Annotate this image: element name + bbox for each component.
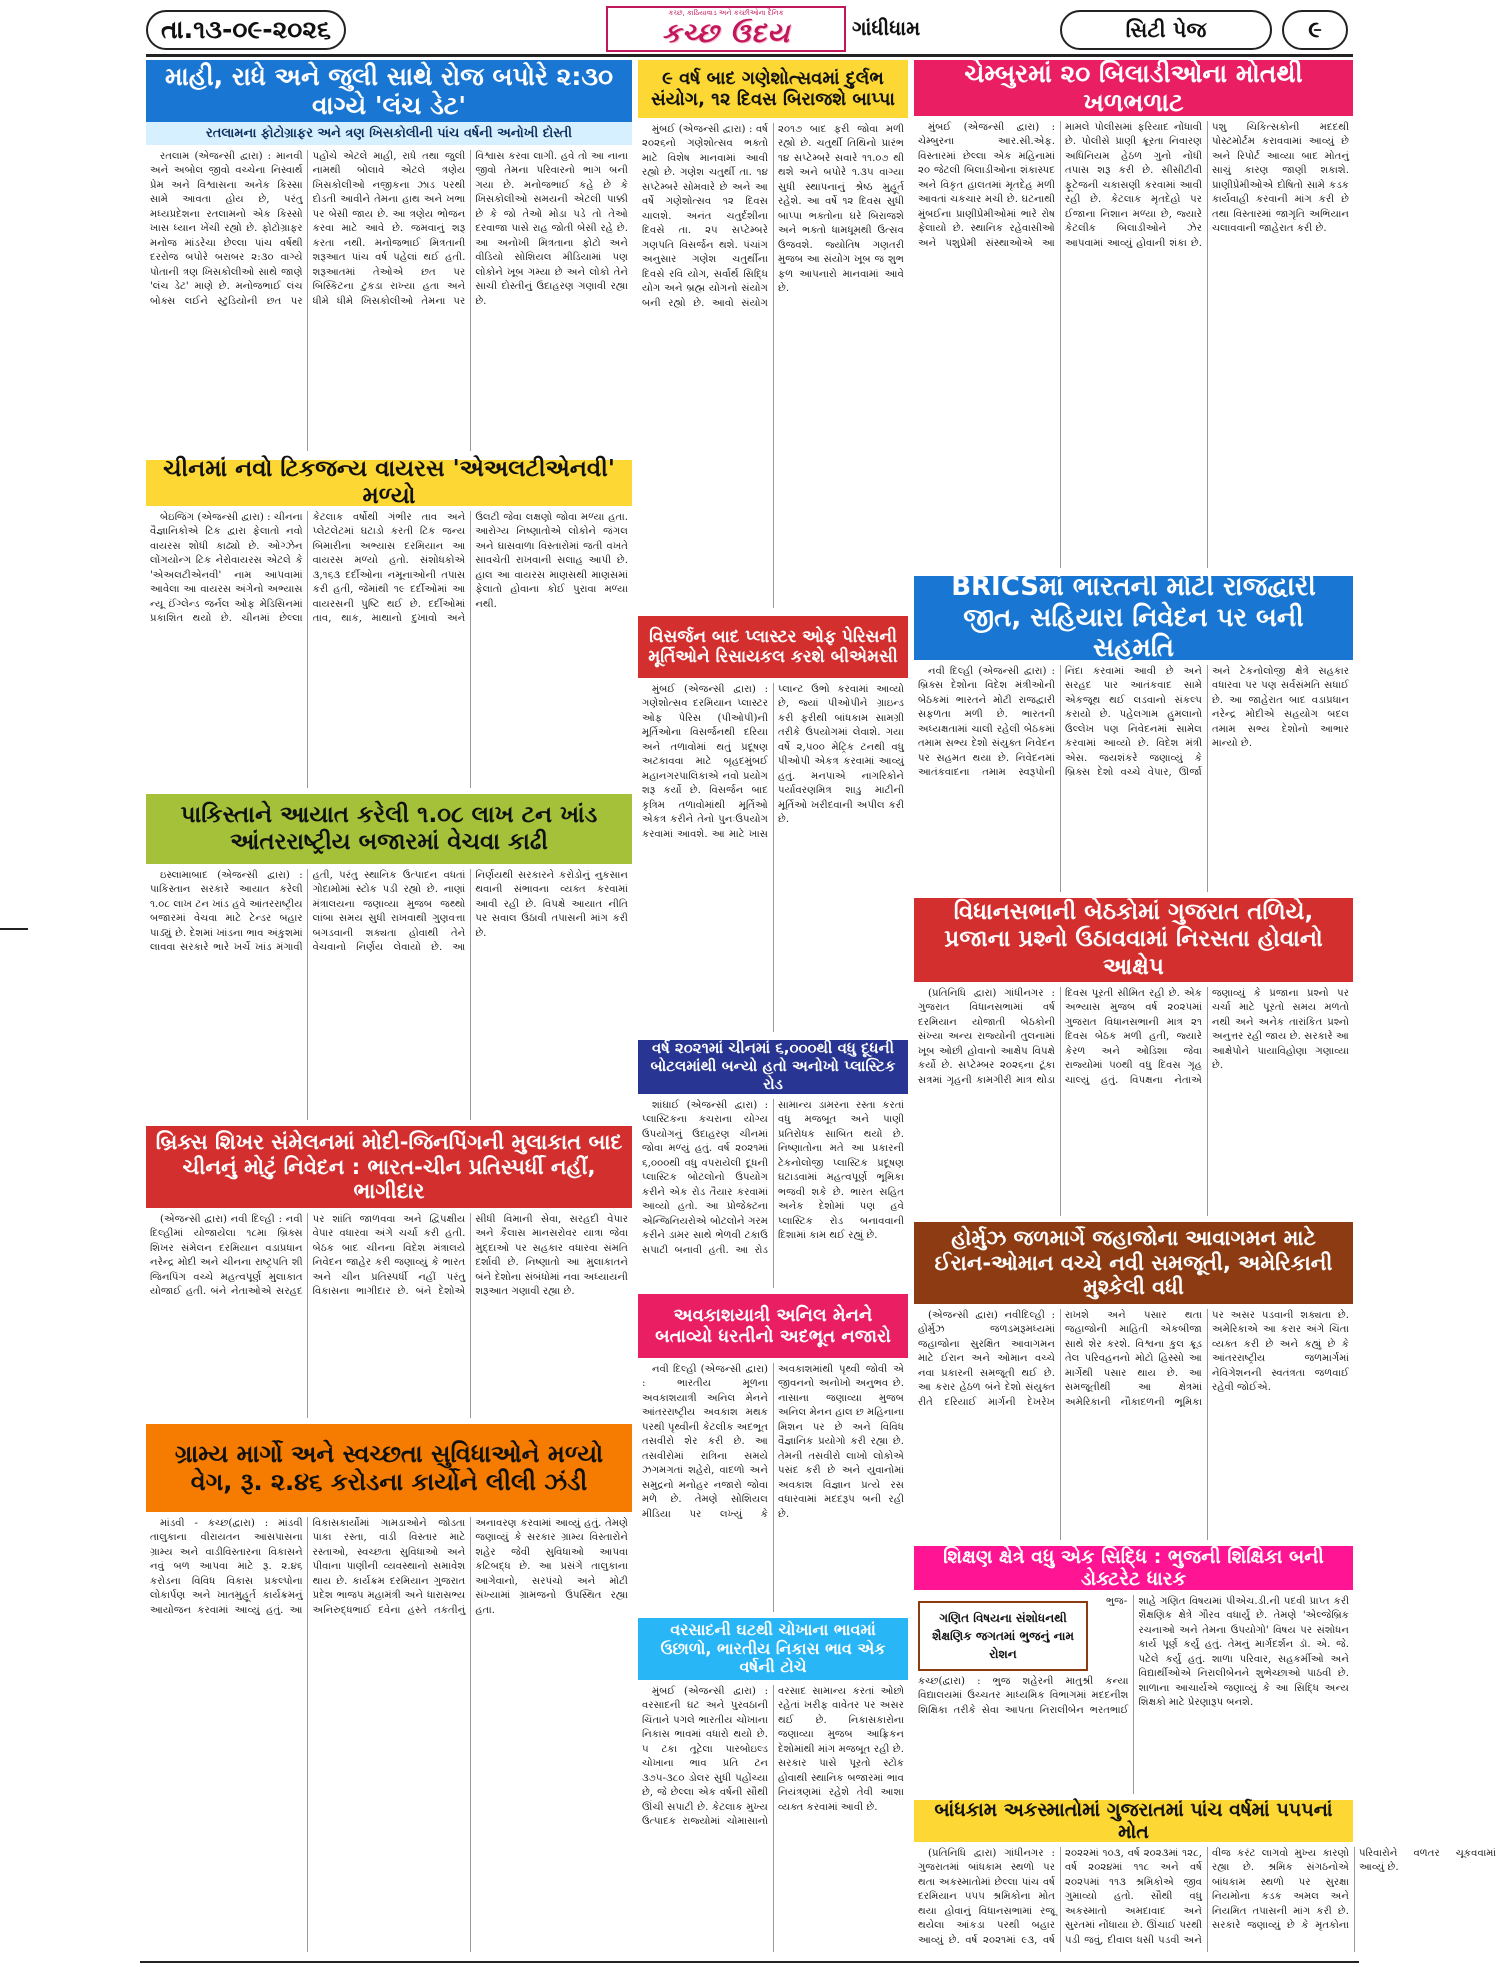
headline: ગ્રામ્ય માર્ગો અને સ્વચ્છતા સુવિધાઓને મળ્યો વેગ, રૂ. ૨.૪૬ કરોડના કાર્યોને લીલી ઝંડી [146,1424,632,1512]
body-text: નવી દિલ્હી (એજન્સી દ્વારા) : બ્રિક્સ દેશોના વિદેશ મંત્રીઓની બેઠકમાં ભારતને મોટી રાજદ્વારી સફળતા મળી છે. ભારતની અધ્યક્ષતામાં ચાલી રહેલી બેઠકમાં તમામ સભ્ય દેશો સંયુક્ત નિવેદન પર સહમત થયા છે. નિવેદનમાં આતંકવાદના તમામ સ્વરૂપોની નિંદા કરવામાં આવી છે અને સરહદ પાર આતંકવાદ સામે એકજૂથ થઈ લડવાનો સંકલ્પ કરાયો છે. પહેલગામ હુમલાનો ઉલ્લેખ પણ નિવેદનમાં સામેલ કરવામાં આવ્યો છે. વિદેશ મંત્રી એસ. જયશંકરે જણાવ્યું કે બ્રિક્સ દેશો વચ્ચે વેપાર, ઊર્જા અને ટેકનોલોજી ક્ષેત્રે સહકાર વધારવા પર પણ સર્વસંમતિ સધાઈ છે. આ જાહેરાત બાદ વડાપ્રધાન નરેન્દ્ર મોદીએ સહયોગ બદલ તમામ સભ્ય દેશોનો આભાર માન્યો છે. [918,666,1349,779]
headline: પાકિસ્તાને આયાત કરેલી ૧.૦૮ લાખ ટન ખાંડ આંતરરાષ્ટ્રીય બજારમાં વેચવા કાઢી [146,794,632,864]
headline: વિધાનસભાની બેઠકોમાં ગુજરાત તળિયે, પ્રજાના પ્રશ્નો ઉઠાવવામાં નિરસતા હોવાનો આક્ષેપ [914,898,1353,982]
logo-tagline: કચ્છ, કાઠિયાવાડ અને કચ્છીઓના દૈનિક [668,9,784,17]
body-text: ઇસ્લામાબાદ (એજન્સી દ્વારા) : પાકિસ્તાન સરકારે આયાત કરેલી ૧.૦૮ લાખ ટન ખાંડ હવે આંતરરાષ્ટ્રીય બજારમાં વેચવા માટે ટેન્ડર બહાર પાડ્યું છે. દેશમાં ખાંડના ભાવ અંકુશમાં લાવવા સરકારે ભારે ખર્ચે ખાંડ મંગાવી હતી, પરંતુ સ્થાનિક ઉત્પાદન વધતાં ગોદામોમાં સ્ટોક પડી રહ્યો છે. નાણાં મંત્રાલયના જણાવ્યા મુજબ જથ્થો લાંબા સમય સુધી રાખવાથી ગુણવત્તા બગડવાની શક્યતા હોવાથી તેને વેચવાનો નિર્ણય લેવાયો છે. આ નિર્ણયથી સરકારને કરોડોનું નુકસાન થવાની સંભાવના વ્યક્ત કરવામાં આવી રહી છે. વિપક્ષે આયાત નીતિ પર સવાલ ઉઠાવી તપાસની માંગ કરી છે. [150,870,628,954]
article-brics-summit [146,1126,632,1420]
body-text: મુંબઈ (એજન્સી દ્વારા) : વરસાદની ઘટ અને પુરવઠાની ચિંતાને પગલે ભારતીય ચોખાના નિકાસ ભાવમાં વધારો થયો છે. ૫ ટકા તૂટેલા પારબોઇલ્ડ ચોખાના ભાવ પ્રતિ ટન ૩૭૫-૩૮૦ ડોલર સુધી પહોંચ્યા છે, જે છેલ્લા એક વર્ષની સૌથી ઊંચી સપાટી છે. કેટલાક મુખ્ય ઉત્પાદક રાજ્યોમાં ચોમાસાનો વરસાદ સામાન્ય કરતાં ઓછો રહેતાં ખરીફ વાવેતર પર અસર થઈ છે. નિકાસકારોના જણાવ્યા મુજબ આફ્રિકન દેશોમાંથી માંગ મજબૂત રહી છે. સરકાર પાસે પૂરતો સ્ટોક હોવાથી સ્થાનિક બજારમાં ભાવ નિયંત્રણમાં રહેશે તેવી આશા વ્યક્ત કરવામાં આવી છે. [642,1686,904,1828]
article-body [914,116,1353,568]
headline: વરસાદની ઘટથી ચોખાના ભાવમાં ઉછાળો, ભારતીય નિકાસ ભાવ એક વર્ષની ટોચે [638,1618,908,1680]
body-text: મુંબઈ (એજન્સી દ્વારા) : ગણેશોત્સવ દરમિયાન પ્લાસ્ટર ઓફ પેરિસ (પીઓપી)ની મૂર્તિઓના વિસર્જનથી દરિયા અને તળાવોમાં થતું પ્રદૂષણ અટકાવવા માટે બૃહદમુંબઈ મહાનગરપાલિકાએ નવો પ્રયોગ શરૂ કર્યો છે. વિસર્જન બાદ કૃત્રિમ તળાવોમાંથી મૂર્તિઓ એકત્ર કરીને તેનો પુનઃઉપયોગ કરવામાં આવશે. આ માટે ખાસ પ્લાન્ટ ઉભો કરવામાં આવ્યો છે, જ્યાં પીઓપીને ગ્રાઇન્ડ કરી ફરીથી બાંધકામ સામગ્રી તરીકે ઉપયોગમાં લેવાશે. ગયા વર્ષે ૨,૫૦૦ મેટ્રિક ટનથી વધુ પીઓપી એકત્ર કરવામાં આવ્યું હતું. મનપાએ નાગરિકોને પર્યાવરણમિત્ર શાડુ માટીની મૂર્તિઓ ખરીદવાની અપીલ કરી છે. [642,684,904,840]
article-rice-price [638,1618,908,1954]
subhead: રતલામના ફોટોગ્રાફર અને ત્રણ ખિસકોલીની પાંચ વર્ષની અનોખી દોસ્તી [146,122,632,145]
article-body [638,678,908,1032]
body-text: ભુજ-કચ્છ(દ્વારા) : ભુજ શહેરની માતુશ્રી કન્યા વિદ્યાલયમાં ઉચ્ચતર માધ્યમિક વિભાગમાં મદદનીશ શિક્ષિકા તરીકે સેવા આપતા નિરાલીબેન ભરતભાઈ શાહે ગણિત વિષયમાં પીએચ.ડી.ની પદવી પ્રાપ્ત કરી શૈક્ષણિક ક્ષેત્રે ગૌરવ વધાર્યું છે. તેમણે 'એલ્જેબ્રિક રચનાઓ અને તેમના ઉપયોગો' વિષય પર સંશોધન કાર્ય પૂર્ણ કર્યું હતું. તેમનું માર્ગદર્શન ડૉ. એ. જે. પટેલે કર્યું હતું. શાળા પરિવાર, સહકર્મીઓ અને વિદ્યાર્થીઓએ નિરાલીબેનને શુભેચ્છાઓ પાઠવી છે. શાળાના આચાર્યએ જણાવ્યું કે આ સિદ્ધિ અન્ય શિક્ષકો માટે પ્રેરણારૂપ બનશે. [918,1596,1349,1716]
body-text: મુંબઈ (એજન્સી દ્વારા) : વર્ષ ૨૦૨૬નો ગણેશોત્સવ ભક્તો માટે વિશેષ માનવામાં આવી રહ્યો છે. ગણેશ ચતુર્થી તા. ૧૪ સપ્ટેમ્બરે સોમવારે છે અને આ વર્ષે ગણેશોત્સવ ૧૨ દિવસ ચાલશે. અનંત ચતુર્દશીના દિવસે તા. ૨૫ સપ્ટેમ્બરે ગણપતિ વિસર્જન થશે. પંચાંગ અનુસાર ગણેશ ચતુર્થીના દિવસે રવિ યોગ, સર્વાર્થ સિદ્ધિ યોગ અને બ્રહ્મ યોગનો સંયોગ બની રહ્યો છે. આવો સંયોગ ૨૦૧૭ બાદ ફરી જોવા મળી રહ્યો છે. ચતુર્થી તિથિનો પ્રારંભ ૧૪ સપ્ટેમ્બરે સવારે ૧૧.૦૭ થી થશે અને બપોરે ૧.૩૫ વાગ્યા સુધી સ્થાપનાનું શ્રેષ્ઠ મુહૂર્ત રહેશે. આ વર્ષે ૧૨ દિવસ સુધી બાપ્પા ભક્તોના ઘરે બિરાજશે અને ભક્તો ધામધૂમથી ઉત્સવ ઉજવશે. જ્યોતિષ ગણતરી મુજબ આ સંયોગ ખૂબ જ શુભ ફળ આપનારો માનવામાં આવે છે. [642,124,904,309]
article-pop-idols [638,616,908,1036]
article-body [638,1680,908,1952]
headline: BRICSમાં ભારતની મોટી રાજદ્વારી જીત, સહિયારા નિવેદન પર બની સહમતિ [914,576,1353,660]
headline: ચેમ્બુરમાં ૨૦ બિલાડીઓના મોતથી ખળભળાટ [914,60,1353,116]
page-label: સિટી પેજ [1060,10,1272,50]
article-chembur-cats [914,60,1353,572]
headline: વર્ષ ૨૦૨૧માં ચીનમાં ૬,૦૦૦થી વધુ દૂધની બોટલમાંથી બન્યો હતો અનોખો પ્લાસ્ટિક રોડ [638,1040,908,1094]
highlight-box: ગણિત વિષયના સંશોધનથી શૈક્ષણિક જગતમાં ભુજનું નામ રોશન [918,1601,1088,1671]
body-text: (એજન્સી દ્વારા) નવીદિલ્હી : હોર્મુઝ જળડમરૂમધ્યમાં જહાજોના સુરક્ષિત આવાગમન માટે ઈરાન અને ઓમાન વચ્ચે નવા પ્રકારની સમજૂતી થઈ છે. આ કરાર હેઠળ બંને દેશો સંયુક્ત રીતે દરિયાઈ માર્ગની દેખરેખ રાખશે અને પસાર થતા જહાજોની માહિતી એકબીજા સાથે શેર કરશે. વિશ્વના કુલ ક્રૂડ તેલ પરિવહનનો મોટો હિસ્સો આ માર્ગેથી પસાર થાય છે. આ સમજૂતીથી આ ક્ષેત્રમાં અમેરિકાની નૌકાદળની ભૂમિકા પર અસર પડવાની શક્યતા છે. અમેરિકાએ આ કરાર અંગે ચિંતા વ્યક્ત કરી છે અને કહ્યું છે કે આંતરરાષ્ટ્રીય જળમાર્ગમાં નેવિગેશનની સ્વતંત્રતા જળવાઈ રહેવી જોઈએ. [918,1310,1349,1408]
logo-brand-name: કચ્છ ઉદય [661,18,791,49]
article-hormuz [914,1222,1353,1542]
body-text: નવી દિલ્હી (એજન્સી દ્વારા) : ભારતીય મૂળના અવકાશયાત્રી અનિલ મેનને આંતરરાષ્ટ્રીય અવકાશ મથક પરથી પૃથ્વીની કેટલીક અદભૂત તસવીરો શેર કરી છે. આ તસવીરોમાં રાત્રિના સમયે ઝગમગતાં શહેરો, વાદળો અને સમુદ્રનો મનોહર નજારો જોવા મળે છે. તેમણે સોશિયલ મીડિયા પર લખ્યું કે અવકાશમાંથી પૃથ્વી જોવી એ જીવનનો અનોખો અનુભવ છે. નાસાના જણાવ્યા મુજબ અનિલ મેનન હાલ છ મહિનાના મિશન પર છે અને વિવિધ વૈજ્ઞાનિક પ્રયોગો કરી રહ્યા છે. તેમની તસવીરો લાખો લોકોએ પસંદ કરી છે અને યુવાનોમાં અવકાશ વિજ્ઞાન પ્રત્યે રસ વધારવામાં મદદરૂપ બની રહી છે. [642,1364,904,1520]
article-body [914,1842,1496,1952]
headline: હોર્મુઝ જળમાર્ગે જહાજોના આવાગમન માટે ઈરાન-ઓમાન વચ્ચે નવી સમજૂતી, અમેરિકાની મુશ્કેલી વધી [914,1222,1353,1304]
article-bhuj-teacher [914,1546,1353,1796]
article-china-virus [146,455,632,790]
article-body [914,982,1353,1216]
headline: વિસર્જન બાદ પ્લાસ્ટર ઓફ પેરિસની મૂર્તિઓને રિસાયકલ કરશે બીએમસી [638,616,908,678]
margin-mark [0,928,28,930]
body-text: રતલામ (એજન્સી દ્વારા) : માનવી અને અબોલ જીવો વચ્ચેના નિસ્વાર્થ પ્રેમ અને વિશ્વાસના અનેક કિસ્સા સામે આવતા હોય છે, પરંતુ મધ્યપ્રદેશના રતલામનો એક કિસ્સો ખાસ ધ્યાન ખેંચી રહ્યો છે. ફોટોગ્રાફર મનોજ માંડરેચા છેલ્લા પાંચ વર્ષથી દરરોજ બપોરે બરાબર ૨:૩૦ વાગ્યે પોતાની ત્રણ ખિસકોલીઓ સાથે જાણે 'લંચ ડેટ' માણે છે. મનોજભાઈ લંચ બોક્સ લઈને સ્ટુડિયોની છત પર પહોંચે એટલે માહી, રાધે તથા જુલી નામથી બોલાવે એટલે ત્રણેય ખિસકોલીઓ નજીકના ઝાડ પરથી દોડતી આવીને તેમના હાથ અને ખભા પર બેસી જાય છે. આ ત્રણેય ભોજન કરવા માટે આવે છે. જમવાનું શરૂ કરતા નથી. મનોજભાઈ મિત્રતાની શરૂઆત પાંચ વર્ષ પહેલાં થઈ હતી. શરૂઆતમાં તેઓએ છત પર બિસ્કિટના ટુકડા રાખ્યા હતા અને ધીમે ધીમે ખિસકોલીઓ તેમના પર વિશ્વાસ કરવા લાગી. હવે તો આ નાના જીવો તેમના પરિવારનો ભાગ બની ગયા છે. મનોજભાઈ કહે છે કે ખિસકોલીઓ સમયની એટલી પાક્કી છે કે જો તેઓ મોડા પડે તો તેઓ દરવાજા પાસે રાહ જોતી બેસી રહે છે. આ અનોખી મિત્રતાના ફોટો અને વીડિયો સોશિયલ મીડિયામાં પણ લોકોને ખૂબ ગમ્યા છે અને લોકો તેને સાચી દોસ્તીનું ઉદાહરણ ગણાવી રહ્યા છે. [150,151,628,307]
headline: ચીનમાં નવો ટિકજન્ય વાયરસ 'એઅલટીએનવી' મળ્યો [146,460,632,506]
article-body [914,660,1353,892]
article-body [146,506,632,788]
article-body [638,1358,908,1612]
body-text: માંડવી - કચ્છ(દ્વારા) : માંડવી તાલુકાના વીરાયતન આસપાસના ગ્રામ્ય અને વાડીવિસ્તારના વિકાસને નવું બળ આપવા માટે રૂ. ૨.૪૬ કરોડના વિવિધ વિકાસ પ્રકલ્પોના લોકાર્પણ અને ખાતમુહૂર્ત કાર્યક્રમનું આયોજન કરવામાં આવ્યું હતું. આ વિકાસકાર્યોમાં ગામડાઓને જોડતા પાકા રસ્તા, વાડી વિસ્તાર માટે રસ્તાઓ, સ્વચ્છતા સુવિધાઓ અને પીવાના પાણીની વ્યવસ્થાનો સમાવેશ થાય છે. કાર્યક્રમ દરમિયાન ગુજરાત પ્રદેશ ભાજપ મહામંત્રી અને ધારાસભ્ય અનિરુદ્ધભાઈ દવેના હસ્તે તકતીનું અનાવરણ કરવામાં આવ્યું હતું. તેમણે જણાવ્યું કે સરકાર ગ્રામ્ય વિસ્તારોને શહેર જેવી સુવિધાઓ આપવા કટિબદ્ધ છે. આ પ્રસંગે તાલુકાના આગેવાનો, સરપંચો અને મોટી સંખ્યામાં ગ્રામજનો ઉપસ્થિત રહ્યા હતા. [150,1518,628,1616]
headline: ૯ વર્ષ બાદ ગણેશોત્સવમાં દુર્લભ સંયોગ, ૧૨ દિવસ બિરાજશે બાપ્પા [638,60,908,118]
article-body [638,1094,908,1288]
headline: અવકાશયાત્રી અનિલ મેનને બતાવ્યો ધરતીનો અદભૂત નજારો [638,1294,908,1358]
article-rural-roads [146,1424,632,1954]
article-milk-bottles [638,1040,908,1290]
issue-date: તા.૧૩-૦૯-૨૦૨૬ [146,10,346,50]
headline: શિક્ષણ ક્ષેત્રે વધુ એક સિદ્ધિ : ભુજની શિક્ષિકા બની ડોક્ટરેટ ધારક [914,1546,1353,1590]
article-brics [914,572,1353,894]
body-text: (પ્રતિનિધિ દ્વારા) ગાંધીનગર : ગુજરાતમાં બાંધકામ સ્થળો પર થતા અકસ્માતોમાં છેલ્લા પાંચ વર્ષ દરમિયાન ૫૫૫ શ્રમિકોના મોત થયા હોવાનું વિધાનસભામાં રજૂ થયેલા આંકડા પરથી બહાર આવ્યું છે. વર્ષ ૨૦૨૧માં ૯૩, વર્ષ ૨૦૨૨માં ૧૦૩, વર્ષ ૨૦૨૩માં ૧૨૮, વર્ષ ૨૦૨૪માં ૧૧૮ અને વર્ષ ૨૦૨૫માં ૧૧૩ શ્રમિકોએ જીવ ગુમાવ્યો હતો. સૌથી વધુ અકસ્માતો અમદાવાદ અને સુરતમાં નોંધાયા છે. ઊંચાઈ પરથી પડી જવું, દીવાલ ધસી પડવી અને વીજ કરંટ લાગવો મુખ્ય કારણો રહ્યા છે. શ્રમિક સંગઠનોએ બાંધકામ સ્થળો પર સુરક્ષા નિયમોના કડક અમલ અને નિયમિત તપાસની માંગ કરી છે. સરકારે જણાવ્યું છે કે મૃતકોના પરિવારોને વળતર ચૂકવવામાં આવ્યું છે. [918,1848,1496,1946]
headline: બ્રિક્સ શિખર સંમેલનમાં મોદી-જિનપિંગની મુલાકાત બાદ ચીનનું મોટું નિવેદન : ભારત-ચીન પ્રતિસ્પર્ધી નહીં, ભાગીદાર [146,1126,632,1208]
article-accidents [914,1798,1496,1954]
article-body [146,145,632,451]
newspaper-logo [606,6,846,52]
article-body [638,118,908,608]
article-body [146,1208,632,1418]
article-ganesh-yog [638,60,908,612]
body-text: મુંબઈ (એજન્સી દ્વારા) : ચેમ્બુરના આર.સી.એફ. વિસ્તારમાં છેલ્લા એક મહિનામાં ૨૦ જેટલી બિલાડીઓના શંકાસ્પદ અને વિકૃત હાલતમાં મૃતદેહ મળી આવતાં ચકચાર મચી છે. ઘટનાથી મુંબઈના પ્રાણીપ્રેમીઓમાં ભારે રોષ ફેલાયો છે. સ્થાનિક રહેવાસીઓ અને પશુપ્રેમી સંસ્થાઓએ આ મામલે પોલીસમાં ફરિયાદ નોંધાવી છે. પોલીસે પ્રાણી ક્રૂરતા નિવારણ અધિનિયમ હેઠળ ગુનો નોંધી તપાસ શરૂ કરી છે. સીસીટીવી ફૂટેજની ચકાસણી કરવામાં આવી રહી છે. કેટલાક મૃતદેહો પર ઈજાના નિશાન મળ્યા છે, જ્યારે કેટલીક બિલાડીઓને ઝેર આપવામાં આવ્યું હોવાની શંકા છે. પશુ ચિકિત્સકોની મદદથી પોસ્ટમોર્ટમ કરાવવામાં આવ્યું છે અને રિપોર્ટ આવ્યા બાદ મોતનું સાચું કારણ જાણી શકાશે. પ્રાણીપ્રેમીઓએ દોષિતો સામે કડક કાર્યવાહી કરવાની માંગ કરી છે તથા વિસ્તારમાં જાગૃતિ અભિયાન ચલાવવાની જાહેરાત કરી છે. [918,122,1349,249]
body-text: બેઇજિંગ (એજન્સી દ્વારા) : ચીનના વૈજ્ઞાનિકોએ ટિક દ્વારા ફેલાતો નવો વાયરસ શોધી કાઢ્યો છે. ઓગ્ઝેન લોંગયોન્ગ ટિક નેરોવાયરસ એટલે કે 'એઅલટીએનવી' નામ આપવામાં આવેલા આ વાયરસ અંગેનો અભ્યાસ ન્યૂ ઈંગ્લેન્ડ જર્નલ ઓફ મેડિસિનમાં પ્રકાશિત થયો છે. ચીનમાં છેલ્લા કેટલાક વર્ષોથી ગંભીર તાવ અને પ્લેટલેટમાં ઘટાડો કરતી ટિક જન્ય બિમારીના અભ્યાસ દરમિયાન આ વાયરસ મળ્યો હતો. સંશોધકોએ ૩,૧૬૩ દર્દીઓના નમૂનાઓની તપાસ કરી હતી, જેમાંથી ૧૯ દર્દીઓમાં આ વાયરસની પુષ્ટિ થઈ છે. દર્દીઓમાં તાવ, થાક, માથાનો દુખાવો અને ઉલટી જેવા લક્ષણો જોવા મળ્યા હતા. આરોગ્ય નિષ્ણાતોએ લોકોને જંગલ અને ઘાસવાળા વિસ્તારોમાં જતી વખતે સાવચેતી રાખવાની સલાહ આપી છે. હાલ આ વાયરસ માણસથી માણસમાં ફેલાતો હોવાના કોઈ પુરાવા મળ્યા નથી. [150,512,628,625]
masthead-rule [146,54,1353,57]
article-assembly [914,898,1353,1218]
page-number: ૯ [1282,10,1348,50]
masthead [6,4,1353,56]
article-pak-sugar [146,794,632,1122]
article-body [146,864,632,1120]
body-text: (એજન્સી દ્વારા) નવી દિલ્હી : નવી દિલ્હીમાં યોજાયેલા ૧૮મા બ્રિક્સ શિખર સંમેલન દરમિયાન વડાપ્રધાન નરેન્દ્ર મોદી અને ચીનના રાષ્ટ્રપતિ શી જિનપિંગ વચ્ચે મહત્વપૂર્ણ મુલાકાત યોજાઈ હતી. બંને નેતાઓએ સરહદ પર શાંતિ જાળવવા અને દ્વિપક્ષીય વેપાર વધારવા અંગે ચર્ચા કરી હતી. બેઠક બાદ ચીનના વિદેશ મંત્રાલયે નિવેદન જાહેર કરી જણાવ્યું કે ભારત અને ચીન પ્રતિસ્પર્ધી નહીં પરંતુ વિકાસના ભાગીદાર છે. બંને દેશોએ સીધી વિમાની સેવા, સરહદી વેપાર અને કૈલાસ માનસરોવર યાત્રા જેવા મુદ્દાઓ પર સહકાર વધારવા સંમતિ દર્શાવી છે. નિષ્ણાતો આ મુલાકાતને બંને દેશોના સંબંધોમાં નવા અધ્યાયની શરૂઆત ગણાવી રહ્યા છે. [150,1214,628,1298]
page-bottom-rule [140,1961,1359,1963]
article-body [914,1590,1353,1794]
body-text: શાંઘાઈ (એજન્સી દ્વારા) : પ્લાસ્ટિકના કચરાના યોગ્ય ઉપયોગનું ઉદાહરણ ચીનમાં જોવા મળ્યું હતું. વર્ષ ૨૦૨૧માં ૬,૦૦૦થી વધુ વપરાયેલી દૂધની પ્લાસ્ટિક બોટલોનો ઉપયોગ કરીને એક રોડ તૈયાર કરવામાં આવ્યો હતો. આ પ્રોજેક્ટના એન્જિનિયરોએ બોટલોને ગરમ કરીને ડામર સાથે ભેળવી ટકાઉ સપાટી બનાવી હતી. આ રોડ સામાન્ય ડામરના રસ્તા કરતાં વધુ મજબૂત અને પાણી પ્રતિરોધક સાબિત થયો છે. નિષ્ણાતોના મતે આ પ્રકારની ટેકનોલોજી પ્લાસ્ટિક પ્રદૂષણ ઘટાડવામાં મહત્વપૂર્ણ ભૂમિકા ભજવી શકે છે. ભારત સહિત અનેક દેશોમાં પણ હવે પ્લાસ્ટિક રોડ બનાવવાની દિશામાં કામ થઈ રહ્યું છે. [642,1100,904,1256]
edition-city: ગાંધીધામ [852,16,921,40]
headline: બાંધકામ અકસ્માતોમાં ગુજરાતમાં પાંચ વર્ષમાં ૫૫૫નાં મોત [914,1800,1353,1842]
article-lunch-date [146,60,632,456]
article-body [914,1304,1353,1540]
headline: માહી, રાધે અને જુલી સાથે રોજ બપોરે ૨:૩૦ વાગ્યે 'લંચ ડેટ' [146,60,632,122]
article-body [146,1512,632,1952]
body-text: (પ્રતિનિધિ દ્વારા) ગાંધીનગર : ગુજરાત વિધાનસભામાં વર્ષ દરમિયાન યોજાતી બેઠકોની સંખ્યા અન્ય રાજ્યોની તુલનામાં ખૂબ ઓછી હોવાનો આક્ષેપ વિપક્ષે કર્યો છે. સપ્ટેમ્બર ૨૦૨૬ના ટૂંકા સત્રમાં ગૃહની કામગીરી માત્ર થોડા દિવસ પૂરતી સીમિત રહી છે. એક અભ્યાસ મુજબ વર્ષ ૨૦૨૫માં ગુજરાત વિધાનસભાની માત્ર ૨૧ દિવસ બેઠક મળી હતી, જ્યારે કેરળ અને ઓડિશા જેવા રાજ્યોમાં ૫૦થી વધુ દિવસ ગૃહ ચાલ્યું હતું. વિપક્ષના નેતાએ જણાવ્યું કે પ્રજાના પ્રશ્નો પર ચર્ચા માટે પૂરતો સમય મળતો નથી અને અનેક તારાંકિત પ્રશ્નો અનુત્તર રહી જાય છે. સરકારે આ આક્ષેપોને પાયાવિહોણા ગણાવ્યા છે. [918,988,1349,1086]
article-space-anil [638,1294,908,1614]
